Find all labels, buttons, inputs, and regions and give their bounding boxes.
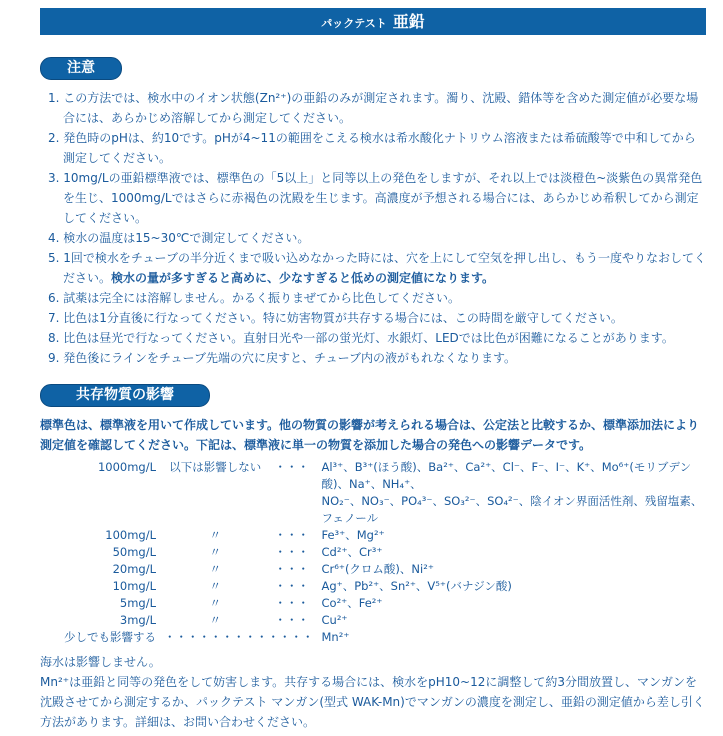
table-row: 1000mg/L 以下は影響しない ・・・ Al³⁺、B³⁺(ほう酸)、Ba²⁺、Ca²⁺、Cl⁻、F⁻、I⁻、K⁺、Mo⁶⁺(モリブデン酸)、Na⁺、NH₄⁺、 NO₂⁻、NO₃⁻、PO₄³⁻、SO₃²⁻、SO₄²⁻、陰イオン界面活性剤、残留塩素、フェノール bbox=[97, 460, 703, 525]
product-line: パックテスト bbox=[321, 17, 387, 30]
list-item: 2. 発色時のpHは、約10です。pHが4~11の範囲をこえる検水は希水酸化ナトリウム溶液または希硫酸等で中和してから測定してください。 bbox=[48, 131, 696, 165]
emphasis-text: 検水の量が多すぎると高めに、少なすぎると低めの測定値になります。 bbox=[111, 271, 495, 285]
page-title: 亜鉛 bbox=[392, 12, 425, 31]
interference-table bbox=[60, 459, 709, 646]
manganese-note: Mn²⁺は亜鉛と同等の発色をして妨害します。共存する場合には、検水をpH10~12に調整して約3分間放置し、マンガンを沈殿させてから測定するか、パックテスト マンガン(型式 WAK-Mn)でマンガンの濃度を測定し、亜鉛の測定値から差し引く方法があります。詳細は、お問い合わせください。 bbox=[40, 675, 705, 729]
table-row: 10mg/L 〃 ・・・ Ag⁺、Pb²⁺、Sn²⁺、V⁵⁺(バナジン酸) bbox=[112, 579, 512, 593]
list-item: 1. この方法では、検水中のイオン状態(Zn²⁺)の亜鉛のみが測定されます。濁り、沈殿、錯体等を含めた測定値が必要な場合には、あらかじめ溶解してから測定してください。 bbox=[48, 91, 699, 125]
list-item: 5. 1回で検水をチューブの半分近くまで吸い込めなかった時には、穴を上にして空気を押し出し、もう一度やりなおしてください。検水の量が多すぎると高めに、少なすぎると低めの測定値になります。 bbox=[48, 251, 706, 285]
caution-list bbox=[48, 88, 706, 368]
list-item: 7. 比色は1分直後に行なってください。特に妨害物質が共存する場合には、この時間を厳守してください。 bbox=[48, 311, 623, 325]
list-item: 4. 検水の温度は15~30℃で測定してください。 bbox=[48, 231, 310, 245]
list-item: 3. 10mg/Lの亜鉛標準液では、標準色の「5以上」と同等以上の発色をしますが、それ以上では淡橙色~淡紫色の異常発色を生じ、1000mg/Lではさらに赤褐色の沈殿を生じます。高濃度が予想される場合には、あらかじめ希釈してから測定してください。 bbox=[48, 171, 703, 225]
interference-heading: 共存物質の影響 bbox=[40, 384, 210, 407]
list-item: 9. 発色後にラインをチューブ先端の穴に戻すと、チューブ内の液がもれなくなります。 bbox=[48, 351, 517, 365]
seawater-note: 海水は影響しません。 bbox=[40, 655, 161, 669]
interference-notes bbox=[40, 652, 708, 732]
list-item: 6. 試薬は完全には溶解しません。かるく振りまぜてから比色してください。 bbox=[48, 291, 461, 305]
table-row: 3mg/L 〃 ・・・ Cu²⁺ bbox=[119, 613, 348, 627]
title-bar bbox=[40, 8, 706, 35]
interference-intro: 標準色は、標準液を用いて作成しています。他の物質の影響が考えられる場合は、公定法と比較するか、標準添加法により測定値を確認してください。下記は、標準液に単一の物質を添加した場合の発色への影響データです。 bbox=[40, 418, 700, 452]
table-row: 20mg/L 〃 ・・・ Cr⁶⁺(クロム酸)、Ni²⁺ bbox=[112, 562, 434, 576]
table-row: 50mg/L 〃 ・・・ Cd²⁺、Cr³⁺ bbox=[112, 545, 383, 559]
table-row: 100mg/L 〃 ・・・ Fe³⁺、Mg²⁺ bbox=[105, 528, 385, 542]
table-row: 5mg/L 〃 ・・・ Co²⁺、Fe²⁺ bbox=[119, 596, 383, 610]
list-item: 8. 比色は昼光で行なってください。直射日光や一部の蛍光灯、水銀灯、LEDでは比色が困難になることがあります。 bbox=[48, 331, 674, 345]
caution-heading: 注意 bbox=[40, 57, 122, 80]
table-row: 少しでも影響する ・・・・・・・・・・・・・ Mn²⁺ bbox=[64, 630, 350, 644]
